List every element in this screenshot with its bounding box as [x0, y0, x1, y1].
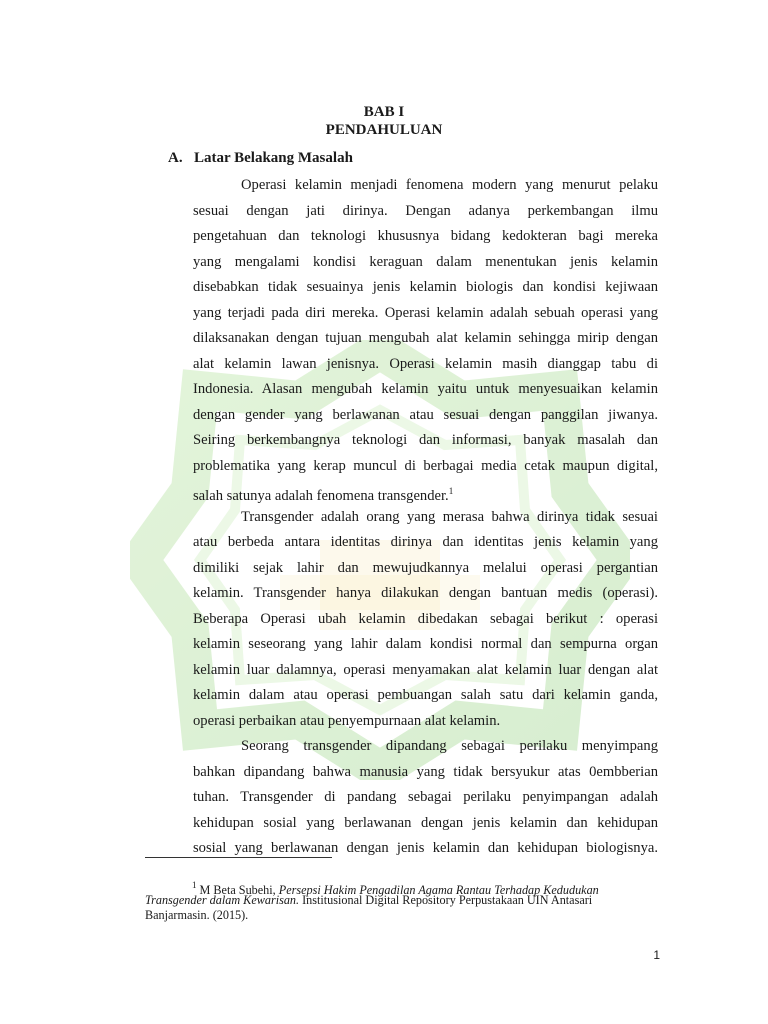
paragraph-line: tuhan. Transgender di pandang sebagai perilaku penyimpangan adalah — [193, 789, 658, 805]
paragraph-line: Seiring berkembangnya teknologi dan informasi, banyak masalah dan — [193, 432, 658, 448]
paragraph-line: atau berbeda antara identitas dirinya dan identitas jenis kelamin yang — [193, 534, 658, 550]
paragraph-line: sosial yang berlawanan dengan jenis kelamin dan kehidupan biologisnya. — [193, 840, 658, 856]
paragraph-line: Beberapa Operasi ubah kelamin dibedakan sebagai berikut : operasi — [193, 611, 658, 627]
page-number: 1 — [653, 948, 660, 962]
paragraph-line: kelamin seseorang yang lahir dalam kondisi normal dan sempurna organ — [193, 636, 658, 652]
paragraph-line: sesuai dengan jati dirinya. Dengan adanya perkembangan ilmu — [193, 203, 658, 219]
paragraph-line: operasi perbaikan atau penyempurnaan alat kelamin. — [193, 713, 501, 729]
footnote-source: Institusional Digital Repository Perpustakaan UIN Antasari — [302, 893, 593, 907]
footnote-title-cont: Transgender dalam Kewarisan. — [145, 893, 300, 907]
paragraph-line: kelamin. Transgender hanya dilakukan dengan bantuan medis (operasi). — [193, 585, 658, 601]
footnote-separator — [145, 857, 332, 858]
chapter-label: BAB I — [363, 104, 405, 120]
paragraph-line-with-footnote — [193, 482, 658, 505]
footnote-author: M Beta Subehi, — [199, 883, 276, 897]
footnote-number: 1 — [192, 880, 197, 890]
paragraph-line: Transgender adalah orang yang merasa bahwa dirinya tidak sesuai — [241, 509, 658, 525]
footnote-line — [145, 893, 645, 908]
paragraph-line: pengetahuan dan teknologi khususnya bidang kedokteran bagi mereka — [193, 228, 658, 244]
paragraph-line: Operasi kelamin menjadi fenomena modern yang menurut pelaku — [241, 177, 658, 193]
paragraph-line: dilaksanakan dengan tujuan mengubah alat kelamin sehingga mirip dengan — [193, 330, 658, 346]
paragraph-line: Indonesia. Alasan mengubah kelamin yaitu untuk menyesuaikan kelamin — [193, 381, 658, 397]
paragraph-line-text: salah satunya adalah fenomena transgender. — [193, 488, 449, 504]
footnote-ref: 1 — [448, 486, 454, 496]
footnote-line: Banjarmasin. (2015). — [145, 908, 249, 922]
paragraph-line: kelamin dalam atau operasi pembuangan salah satu dari kelamin ganda, — [193, 687, 658, 703]
paragraph-line: disebabkan tidak sesuainya jenis kelamin biologis dan kondisi kejiwaan — [193, 279, 658, 295]
paragraph-line: bahkan dipandang bahwa manusia yang tidak bersyukur atas 0embberian — [193, 764, 658, 780]
section-heading — [168, 150, 353, 167]
paragraph-line: dengan gender yang berlawanan atau sesuai dengan panggilan jiwanya. — [193, 407, 658, 423]
chapter-title: PENDAHULUAN — [325, 122, 443, 138]
paragraph-line: yang terjadi pada diri mereka. Operasi kelamin adalah sebuah operasi yang — [193, 305, 658, 321]
section-title-text: Latar Belakang Masalah — [194, 150, 353, 166]
paragraph-line: dimiliki sejak lahir dan mewujudkannya melalui operasi pergantian — [193, 560, 658, 576]
paragraph-line: kelamin luar dalamnya, operasi menyamakan alat kelamin luar dengan alat — [193, 662, 658, 678]
paragraph-line: alat kelamin lawan jenisnya. Operasi kelamin masih dianggap tabu di — [193, 356, 658, 372]
footnote-title: Persepsi Hakim Pengadilan Agama Rantau Terhadap Kedudukan — [278, 883, 599, 897]
paragraph-line: Seorang transgender dipandang sebagai perilaku menyimpang — [241, 738, 658, 754]
paragraph-line: problematika yang kerap muncul di berbagai media cetak maupun digital, — [193, 458, 658, 474]
paragraph-line: kehidupan sosial yang berlawanan dengan jenis kelamin dan kehidupan — [193, 815, 658, 831]
section-letter: A. — [168, 150, 183, 166]
paragraph-line: yang mengalami kondisi keraguan dalam menentukan jenis kelamin — [193, 254, 658, 270]
